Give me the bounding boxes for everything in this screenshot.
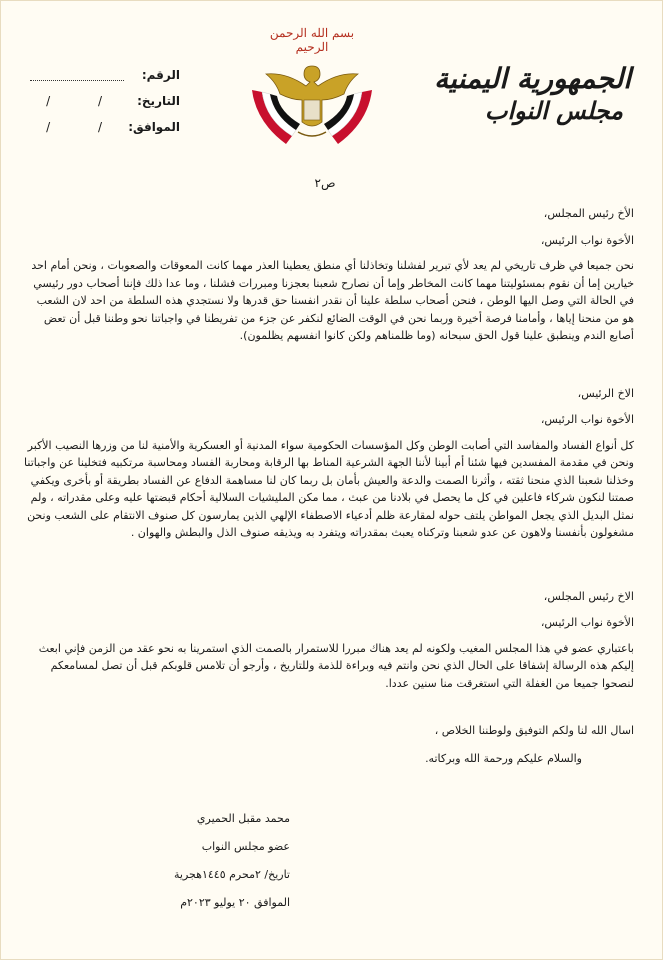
corresponding-date-label: الموافق:	[128, 120, 180, 134]
signer-name: محمد مقبل الحميري	[196, 812, 290, 825]
date-value: / /	[46, 94, 124, 108]
reference-block	[30, 62, 180, 140]
signer-title: عضو مجلس النواب	[201, 840, 290, 853]
hijri-date: تاريخ/ ٢محرم ١٤٤٥هجرية	[174, 868, 290, 881]
paragraph-3: باعتباري عضو في هذا المجلس المغيب ولكونه لم يعد هناك مبررا للاستمرار بالصمت الذي استمرينا به نحو عقد من الزمن فإني ابعث إليكم هذه الرسالة إشفاقا على الحال الذي نحن وانتم فيه وبراءة للذمة وللتاريخ ، وأرجو أن تلامس قلوبكم قبل أن تصل لمسامعكم لنصحوا جميعا من الغفلة التي استغرقت منا سنين عددا.	[38, 641, 634, 690]
salutation-deputies: الأخوة نواب الرئيس،	[540, 233, 634, 247]
corresponding-date-row	[30, 114, 180, 140]
closing-greeting: والسلام عليكم ورحمة الله وبركاته.	[425, 751, 582, 765]
country-name: الجمهورية اليمنية	[434, 62, 631, 95]
page-number: ص٢	[314, 176, 336, 190]
reference-number-line	[30, 70, 124, 81]
date-row	[30, 88, 180, 114]
republic-emblem	[246, 60, 378, 150]
corresponding-date-value: / /	[46, 120, 124, 134]
paragraph-2: كل أنواع الفساد والمفاسد التي أصابت الوطن وكل المؤسسات الحكومية سواء المدنية أو العسكرية والأمنية لنا من وزرها النصيب الأكبر ونحن في مقدمة المفسدين فيها شئنا أم أبينا لأننا الجهة الشرعية المناط بها الرقابة ومحاربة الفساد ومحاسبة مرتكبيه فتخلينا عن واجباتنا وخذلنا شعبنا الذي منحنا ثقته ، وأثرنا الصمت والدعة والعيش بأمان بل ربما كان لنا مساهمة الدفاع عن الفساد بطريقة أو بأخرى ويكفي صمتنا لنكون شركاء فاعلين في كل ما يحصل في بلادنا من عبث ، مما مكن المليشيات السلالية أحكام قبضتها عليه وعلى مقدراته ، ولم نمثل البديل الذي يجعل المواطن يلتف حوله لمقارعة ظلم أدعياء الاصطفاء الإلهي الذين يمارسون كل صنوف الانتقام على الشعب ونحن مشغولون بأنفسنا ولاهون عن عدو شعبنا وتركناه يعبث بمقدراته ويتفرد به ويذيقه صنوف الذل والبطش والهوان .	[24, 438, 634, 539]
paragraph-1: نحن جميعا في ظرف تاريخي لم يعد لأي تبرير لفشلنا وتخاذلنا أي منطق يعطينا العذر مهما كانت المعوقات والصعوبات ، ونحن أمام احد خيارين إما أن نقوم بمسئوليتنا مهما كانت المخاطر وإما أن نصارح شعبنا بعجزنا ومبررات فشلنا ، وما عدا ذلك فإننا أصحاب دور رئيسي في الحالة التي وصل اليها الوطن ، فنحن أصحاب سلطة علينا أن نقدر انفسنا حق قدرها ولا نستجدي هذه السلطة من احد لان الشعب هو من منحنا إياها ، وأمامنا فرصة أخيرة وربما نحن في الوقت الضائع لنكفر عن جزء من تفريطنا في واجباتنا نحو وطننا قبل أن تعض أصابع الندم وينطبق علينا قول الحق سبحانه (وما ظلمناهم ولكن كانوا انفسهم يظلمون).	[31, 259, 634, 342]
institution-name: مجلس النواب	[484, 96, 623, 125]
salutation-speaker: الأخ رئيس المجلس،	[543, 207, 634, 220]
salutation-deputies: الأخوة نواب الرئيس،	[540, 616, 634, 629]
date-label: التاريخ:	[137, 94, 180, 108]
salutation-deputies: الأخوة نواب الرئيس،	[540, 413, 634, 426]
gregorian-date: الموافق ٢٠ يوليو ٢٠٢٣م	[180, 896, 290, 909]
reference-number-row	[30, 62, 180, 88]
salutation-speaker: الاخ رئيس المجلس،	[543, 589, 634, 603]
letterhead	[421, 62, 631, 126]
letter-body	[24, 205, 634, 767]
salutation-speaker: الاخ الرئيس،	[577, 386, 634, 400]
closing-prayer: اسال الله لنا ولكم التوفيق ولوطننا الخلاص ،	[434, 724, 634, 737]
reference-number-label: الرقم:	[141, 68, 180, 82]
basmala: بسم الله الرحمن الرحيم	[269, 26, 355, 54]
